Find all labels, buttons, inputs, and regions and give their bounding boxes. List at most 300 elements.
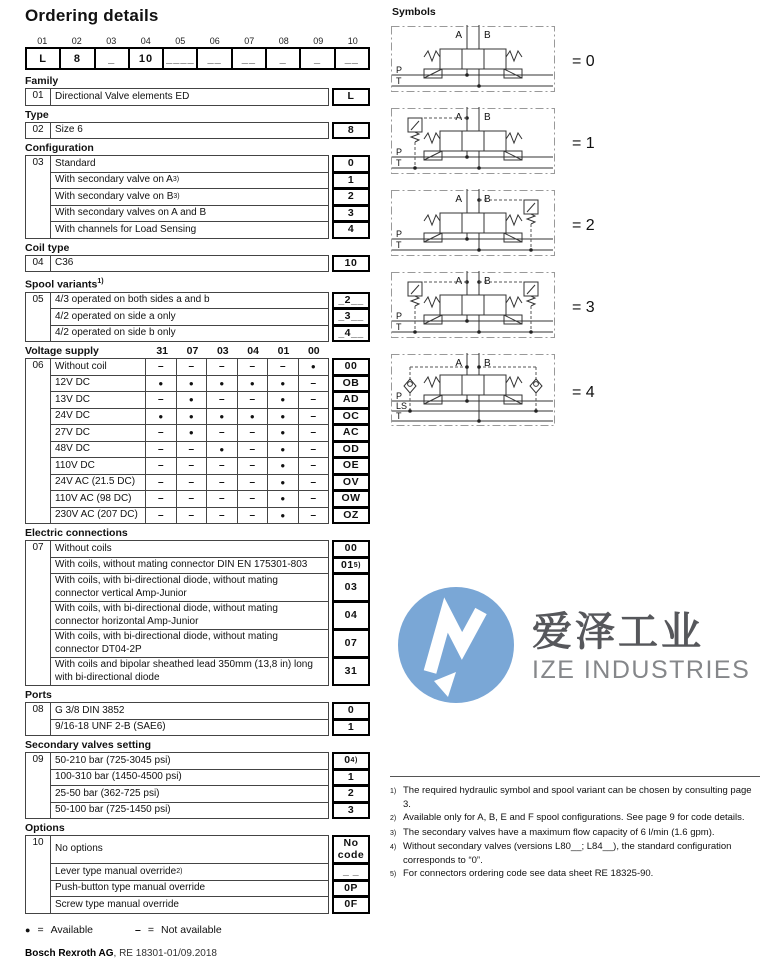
availability-mark: ● xyxy=(176,391,208,409)
availability-mark: – xyxy=(206,507,238,525)
row-description: 25-50 bar (362-725 psi) xyxy=(50,785,329,803)
section-table xyxy=(25,292,370,343)
svg-text:P: P xyxy=(396,229,403,239)
code-value-cell: 8 xyxy=(59,47,95,70)
hydraulic-symbol-1 xyxy=(390,107,766,180)
row-code: OD xyxy=(332,441,370,459)
availability-marks xyxy=(146,457,329,475)
table-row xyxy=(50,88,370,106)
row-description: Screw type manual override xyxy=(50,896,329,914)
table-row xyxy=(50,408,370,426)
superscript: 2) xyxy=(176,867,183,875)
availability-mark: – xyxy=(298,441,330,459)
section-rows xyxy=(50,122,370,140)
code-value-cell: _ xyxy=(299,47,335,70)
table-row xyxy=(50,391,370,409)
row-description: With coils, with bi-directional diode, without mating connector DT04-2P xyxy=(50,629,329,658)
availability-mark: – xyxy=(176,474,208,492)
availability-mark: – xyxy=(298,507,330,525)
availability-mark: – xyxy=(206,490,238,508)
availability-mark: ● xyxy=(267,375,299,393)
code-position-label: 02 xyxy=(71,36,82,46)
hydraulic-symbols xyxy=(390,25,766,432)
row-number: 08 xyxy=(25,702,51,736)
row-code: OB xyxy=(332,375,370,393)
row-description: Without coil xyxy=(50,358,146,376)
section-rows xyxy=(50,835,370,914)
section-rows xyxy=(50,358,370,524)
section-title: Coil type xyxy=(25,241,70,254)
svg-text:B: B xyxy=(484,194,491,205)
section-table xyxy=(25,88,370,106)
svg-text:P: P xyxy=(396,311,403,321)
section-table xyxy=(25,358,370,524)
valve-schematic-icon xyxy=(390,189,556,262)
row-description: 4/3 operated on both sides a and b xyxy=(50,292,329,310)
code-value-cell: __ xyxy=(334,47,370,70)
row-description: 27V DC xyxy=(50,424,146,442)
availability-mark: – xyxy=(176,490,208,508)
row-code: AD xyxy=(332,391,370,409)
availability-mark: – xyxy=(237,457,269,475)
row-number: 01 xyxy=(25,88,51,106)
code-position-label: 03 xyxy=(106,36,117,46)
voltage-column-label: 07 xyxy=(186,345,199,357)
availability-mark: – xyxy=(176,457,208,475)
code-value-cell: _ xyxy=(265,47,301,70)
symbol-label: = 0 xyxy=(572,52,595,70)
availability-mark: – xyxy=(206,358,238,376)
row-description: 24V DC xyxy=(50,408,146,426)
code-value-row xyxy=(25,47,370,70)
row-code: 4 xyxy=(332,221,370,239)
availability-marks xyxy=(146,358,329,376)
row-description: Size 6 xyxy=(50,122,329,140)
availability-mark: – xyxy=(237,490,269,508)
section-table xyxy=(25,835,370,914)
footnote-text: For connectors ordering code see data sheet RE 18325-90. xyxy=(403,868,654,879)
row-description: With coils, with bi-directional diode, without mating connector horizontal Amp-Junior xyxy=(50,601,329,630)
section-table xyxy=(25,255,370,273)
table-row xyxy=(50,557,370,575)
table-row xyxy=(50,375,370,393)
section-title: Secondary valves setting xyxy=(25,739,152,751)
footer-reference: , RE 18301-01/09.2018 xyxy=(113,947,217,959)
ordering-code-table xyxy=(25,36,370,70)
row-code: 0 xyxy=(332,702,370,720)
code-position-label: 05 xyxy=(175,36,186,46)
row-code: 0 xyxy=(332,155,370,173)
availability-mark: – xyxy=(206,391,238,409)
availability-mark: – xyxy=(145,391,177,409)
row-code: 01 5) xyxy=(332,557,370,575)
section-table xyxy=(25,752,370,819)
availability-mark: – xyxy=(298,490,330,508)
section-rows xyxy=(50,292,370,343)
row-description: No options xyxy=(50,835,329,864)
section-rows xyxy=(50,255,370,273)
section-table xyxy=(25,702,370,736)
section-title: Options xyxy=(25,822,65,834)
table-row xyxy=(50,880,370,898)
availability-mark: ● xyxy=(267,474,299,492)
section-rows xyxy=(50,702,370,736)
row-number: 10 xyxy=(25,835,51,914)
section-title: Family xyxy=(25,75,59,87)
row-description: With coils, with bi-directional diode, without mating connector vertical Amp-Junior xyxy=(50,573,329,602)
voltage-header xyxy=(25,345,370,358)
availability-mark: – xyxy=(298,408,330,426)
section-table xyxy=(25,155,370,239)
svg-text:A: A xyxy=(455,112,462,123)
superscript: 4) xyxy=(350,757,358,764)
valve-schematic-icon xyxy=(390,25,556,98)
section-rows xyxy=(50,540,370,686)
symbols-title: Symbols xyxy=(392,6,436,18)
table-row xyxy=(50,540,370,558)
availability-mark: ● xyxy=(206,408,238,426)
row-code: 0P xyxy=(332,880,370,898)
row-description: Push-button type manual override xyxy=(50,880,329,898)
table-row xyxy=(50,221,370,239)
svg-text:A: A xyxy=(455,276,462,287)
valve-schematic-icon xyxy=(390,107,556,180)
row-description: 24V AC (21.5 DC) xyxy=(50,474,146,492)
svg-text:T: T xyxy=(396,76,402,86)
symbol-label: = 3 xyxy=(572,298,595,316)
svg-text:T: T xyxy=(396,240,402,250)
table-row xyxy=(50,122,370,140)
availability-mark: ● xyxy=(237,408,269,426)
availability-mark: – xyxy=(176,358,208,376)
row-number: 07 xyxy=(25,540,51,686)
legend-label: Not available xyxy=(160,923,222,936)
availability-mark: – xyxy=(298,391,330,409)
availability-mark: – xyxy=(298,474,330,492)
svg-text:B: B xyxy=(484,30,491,41)
row-code: No code xyxy=(332,835,370,864)
availability-mark: – xyxy=(298,457,330,475)
footnote-text: The required hydraulic symbol and spool variant can be chosen by consulting page 3. xyxy=(403,785,752,810)
section-rows xyxy=(50,752,370,819)
code-value-cell: 10 xyxy=(128,47,164,70)
row-description: 4/2 operated on side a only xyxy=(50,308,329,326)
footnote xyxy=(390,867,760,882)
row-code: OZ xyxy=(332,507,370,525)
footnote-marker: 5) xyxy=(390,871,397,878)
availability-mark: – xyxy=(298,375,330,393)
superscript: 1) xyxy=(97,278,104,285)
row-description: With coils and bipolar sheathed lead 350mm (13,8 in) long with bi-directional diode xyxy=(50,657,329,686)
availability-legend xyxy=(25,924,370,936)
footnote-text: The secondary valves have a maximum flow capacity of 6 l/min (1.6 gpm). xyxy=(403,826,715,838)
section-title: Type xyxy=(25,108,49,121)
availability-mark: – xyxy=(298,424,330,442)
svg-text:A: A xyxy=(455,358,462,369)
voltage-column-label: 04 xyxy=(247,345,259,357)
row-code: 03 xyxy=(332,573,370,602)
row-code: 31 xyxy=(332,657,370,686)
legend-symbol: – xyxy=(135,923,141,936)
row-code: 04 xyxy=(332,601,370,630)
table-row xyxy=(50,752,370,770)
table-row xyxy=(50,896,370,914)
table-row xyxy=(50,424,370,442)
table-row xyxy=(50,601,370,630)
row-code: _3__ xyxy=(332,308,370,326)
svg-text:LS: LS xyxy=(396,401,408,411)
footnote-text: Without secondary valves (versions L80__; L84__), the standard configuration corresponds to “0”. xyxy=(403,841,732,866)
table-row xyxy=(50,573,370,602)
row-code: OE xyxy=(332,457,370,475)
legend-item xyxy=(135,924,222,936)
row-code: 0 4) xyxy=(332,752,370,770)
watermark-english: IZE INDUSTRIES xyxy=(532,656,751,684)
table-row xyxy=(50,325,370,343)
footnote xyxy=(390,840,760,867)
row-number: 02 xyxy=(25,122,51,140)
footnote-marker: 1) xyxy=(390,788,397,795)
table-row xyxy=(50,769,370,787)
spacer xyxy=(329,345,370,358)
code-position-header xyxy=(25,36,370,46)
svg-text:B: B xyxy=(484,112,491,123)
table-row xyxy=(50,308,370,326)
availability-marks xyxy=(146,507,329,525)
row-description: C36 xyxy=(50,255,329,273)
availability-mark: – xyxy=(145,358,177,376)
availability-mark: ● xyxy=(267,507,299,525)
table-row xyxy=(50,657,370,686)
row-number: 06 xyxy=(25,358,51,524)
table-row xyxy=(50,474,370,492)
footnote-marker: 2) xyxy=(390,815,397,822)
row-code: _2__ xyxy=(332,292,370,310)
row-description: With secondary valves on A and B xyxy=(50,205,329,223)
availability-mark: ● xyxy=(145,408,177,426)
ordering-details-column xyxy=(25,6,370,959)
footnotes xyxy=(390,776,760,882)
code-value-cell: __ xyxy=(231,47,267,70)
footnote-marker: 4) xyxy=(390,844,397,851)
row-code: OC xyxy=(332,408,370,426)
row-code: 07 xyxy=(332,629,370,658)
section-title: Electric connections xyxy=(25,527,128,539)
footnote xyxy=(390,784,760,811)
table-row xyxy=(50,702,370,720)
footnote-text: Available only for A, B, E and F spool configurations. See page 9 for code details. xyxy=(403,812,745,823)
section-title: Configuration xyxy=(25,142,94,154)
hydraulic-symbol-0 xyxy=(390,25,766,98)
row-number: 05 xyxy=(25,292,51,343)
code-value-cell: L xyxy=(25,47,61,70)
row-code: 3 xyxy=(332,802,370,820)
row-description: G 3/8 DIN 3852 xyxy=(50,702,329,720)
availability-mark: ● xyxy=(267,391,299,409)
section-table xyxy=(25,540,370,686)
svg-text:B: B xyxy=(484,276,491,287)
availability-mark: – xyxy=(237,358,269,376)
table-row xyxy=(50,188,370,206)
row-description: 4/2 operated on side b only xyxy=(50,325,329,343)
row-code: 0F xyxy=(332,896,370,914)
availability-mark: ● xyxy=(267,408,299,426)
row-description: With coils, without mating connector DIN EN 175301-803 xyxy=(50,557,329,575)
section-title: Voltage supply xyxy=(25,345,99,357)
availability-mark: – xyxy=(237,424,269,442)
row-code: 00 xyxy=(332,540,370,558)
row-code: 8 xyxy=(332,122,370,140)
valve-schematic-icon xyxy=(390,353,556,432)
availability-mark: ● xyxy=(176,424,208,442)
row-description: 9/16-18 UNF 2-B (SAE6) xyxy=(50,719,329,737)
page-title: Ordering details xyxy=(25,6,159,25)
code-position-label: 09 xyxy=(313,36,324,46)
table-row xyxy=(50,863,370,881)
table-row xyxy=(50,835,370,864)
row-code: OW xyxy=(332,490,370,508)
symbol-label: = 1 xyxy=(572,134,595,152)
availability-mark: – xyxy=(145,490,177,508)
row-description: 12V DC xyxy=(50,375,146,393)
symbol-label: = 2 xyxy=(572,216,595,234)
voltage-column-label: 31 xyxy=(156,345,168,357)
availability-mark: – xyxy=(145,507,177,525)
hydraulic-symbol-3 xyxy=(390,271,766,344)
footnote-marker: 3) xyxy=(390,829,397,837)
availability-mark: – xyxy=(206,424,238,442)
legend-eq: = xyxy=(147,923,154,936)
symbol-label: = 4 xyxy=(572,383,595,401)
section-title: Ports xyxy=(25,689,52,701)
superscript: 5) xyxy=(353,561,361,569)
availability-mark: – xyxy=(145,424,177,442)
availability-mark: – xyxy=(237,507,269,525)
section-rows xyxy=(50,88,370,106)
availability-mark: – xyxy=(206,474,238,492)
row-description: Directional Valve elements ED xyxy=(50,88,329,106)
availability-mark: ● xyxy=(206,441,238,459)
code-value-cell: ____ xyxy=(162,47,198,70)
row-code: 1 xyxy=(332,719,370,737)
availability-mark: ● xyxy=(267,457,299,475)
table-row xyxy=(50,441,370,459)
row-code: 3 xyxy=(332,205,370,223)
row-code: 2 xyxy=(332,785,370,803)
section-table xyxy=(25,122,370,140)
row-description: Standard xyxy=(50,155,329,173)
svg-text:A: A xyxy=(455,30,462,41)
svg-text:P: P xyxy=(396,65,403,75)
code-position-label: 04 xyxy=(140,36,151,46)
table-row xyxy=(50,172,370,190)
row-code: _ _ xyxy=(332,863,370,881)
table-row xyxy=(50,358,370,376)
row-description: Without coils xyxy=(50,540,329,558)
svg-text:P: P xyxy=(396,391,403,401)
row-code: 10 xyxy=(332,255,370,273)
row-description: 110V AC (98 DC) xyxy=(50,490,146,508)
row-code: 1 xyxy=(332,172,370,190)
table-row xyxy=(50,719,370,737)
svg-text:T: T xyxy=(396,322,402,332)
voltage-column-label: 01 xyxy=(277,345,290,357)
row-description: 50-210 bar (725-3045 psi) xyxy=(50,752,329,770)
symbols-column xyxy=(390,6,766,441)
availability-mark: ● xyxy=(298,358,330,376)
row-number: 09 xyxy=(25,752,51,819)
row-code: 2 xyxy=(332,188,370,206)
superscript: 3) xyxy=(172,176,180,183)
table-row xyxy=(50,255,370,273)
availability-mark: ● xyxy=(145,375,177,393)
row-number: 04 xyxy=(25,255,51,273)
code-position-label: 06 xyxy=(209,36,220,46)
table-row xyxy=(50,785,370,803)
table-row xyxy=(50,155,370,173)
svg-text:T: T xyxy=(396,158,402,168)
row-description: 100-310 bar (1450-4500 psi) xyxy=(50,769,329,787)
row-description: 48V DC xyxy=(50,441,146,459)
hydraulic-symbol-4 xyxy=(390,353,766,432)
availability-mark: – xyxy=(145,441,177,459)
code-position-label: 10 xyxy=(347,36,358,46)
availability-mark: – xyxy=(176,441,208,459)
table-row xyxy=(50,292,370,310)
watermark-chinese: 爱泽工业 xyxy=(532,609,704,655)
availability-mark: – xyxy=(206,457,238,475)
voltage-columns xyxy=(147,345,329,358)
row-number: 03 xyxy=(25,155,51,239)
availability-mark: – xyxy=(237,474,269,492)
document-footer xyxy=(25,948,370,959)
hydraulic-symbol-2 xyxy=(390,189,766,262)
code-value-cell: _ xyxy=(94,47,130,70)
availability-mark: – xyxy=(145,474,177,492)
table-row xyxy=(50,629,370,658)
row-description: 110V DC xyxy=(50,457,146,475)
row-description: 230V AC (207 DC) xyxy=(50,507,146,525)
row-description: 50-100 bar (725-1450 psi) xyxy=(50,802,329,820)
row-description: Lever type manual override 2) xyxy=(50,863,329,881)
availability-marks xyxy=(146,441,329,459)
watermark-text xyxy=(532,610,750,685)
row-code: AC xyxy=(332,424,370,442)
voltage-column-label: 00 xyxy=(307,345,320,357)
svg-text:T: T xyxy=(396,411,402,421)
availability-marks xyxy=(146,490,329,508)
table-row xyxy=(50,490,370,508)
availability-marks xyxy=(146,424,329,442)
footnote xyxy=(390,811,760,826)
row-code: 1 xyxy=(332,769,370,787)
availability-mark: ● xyxy=(237,375,269,393)
section-title: Spool variants$^{1)}$ xyxy=(25,278,104,291)
code-position-label: 01 xyxy=(37,36,48,46)
availability-mark: ● xyxy=(267,441,299,459)
availability-marks xyxy=(146,408,329,426)
row-description: 13V DC xyxy=(50,391,146,409)
availability-mark: – xyxy=(176,507,208,525)
row-code: 00 xyxy=(332,358,370,376)
svg-text:B: B xyxy=(484,358,491,369)
table-row xyxy=(50,507,370,525)
ize-logo-icon xyxy=(396,584,516,711)
code-position-label: 08 xyxy=(278,36,289,46)
row-description: With secondary valve on B 3) xyxy=(50,188,329,206)
row-description: With channels for Load Sensing xyxy=(50,221,329,239)
availability-mark: – xyxy=(145,457,177,475)
